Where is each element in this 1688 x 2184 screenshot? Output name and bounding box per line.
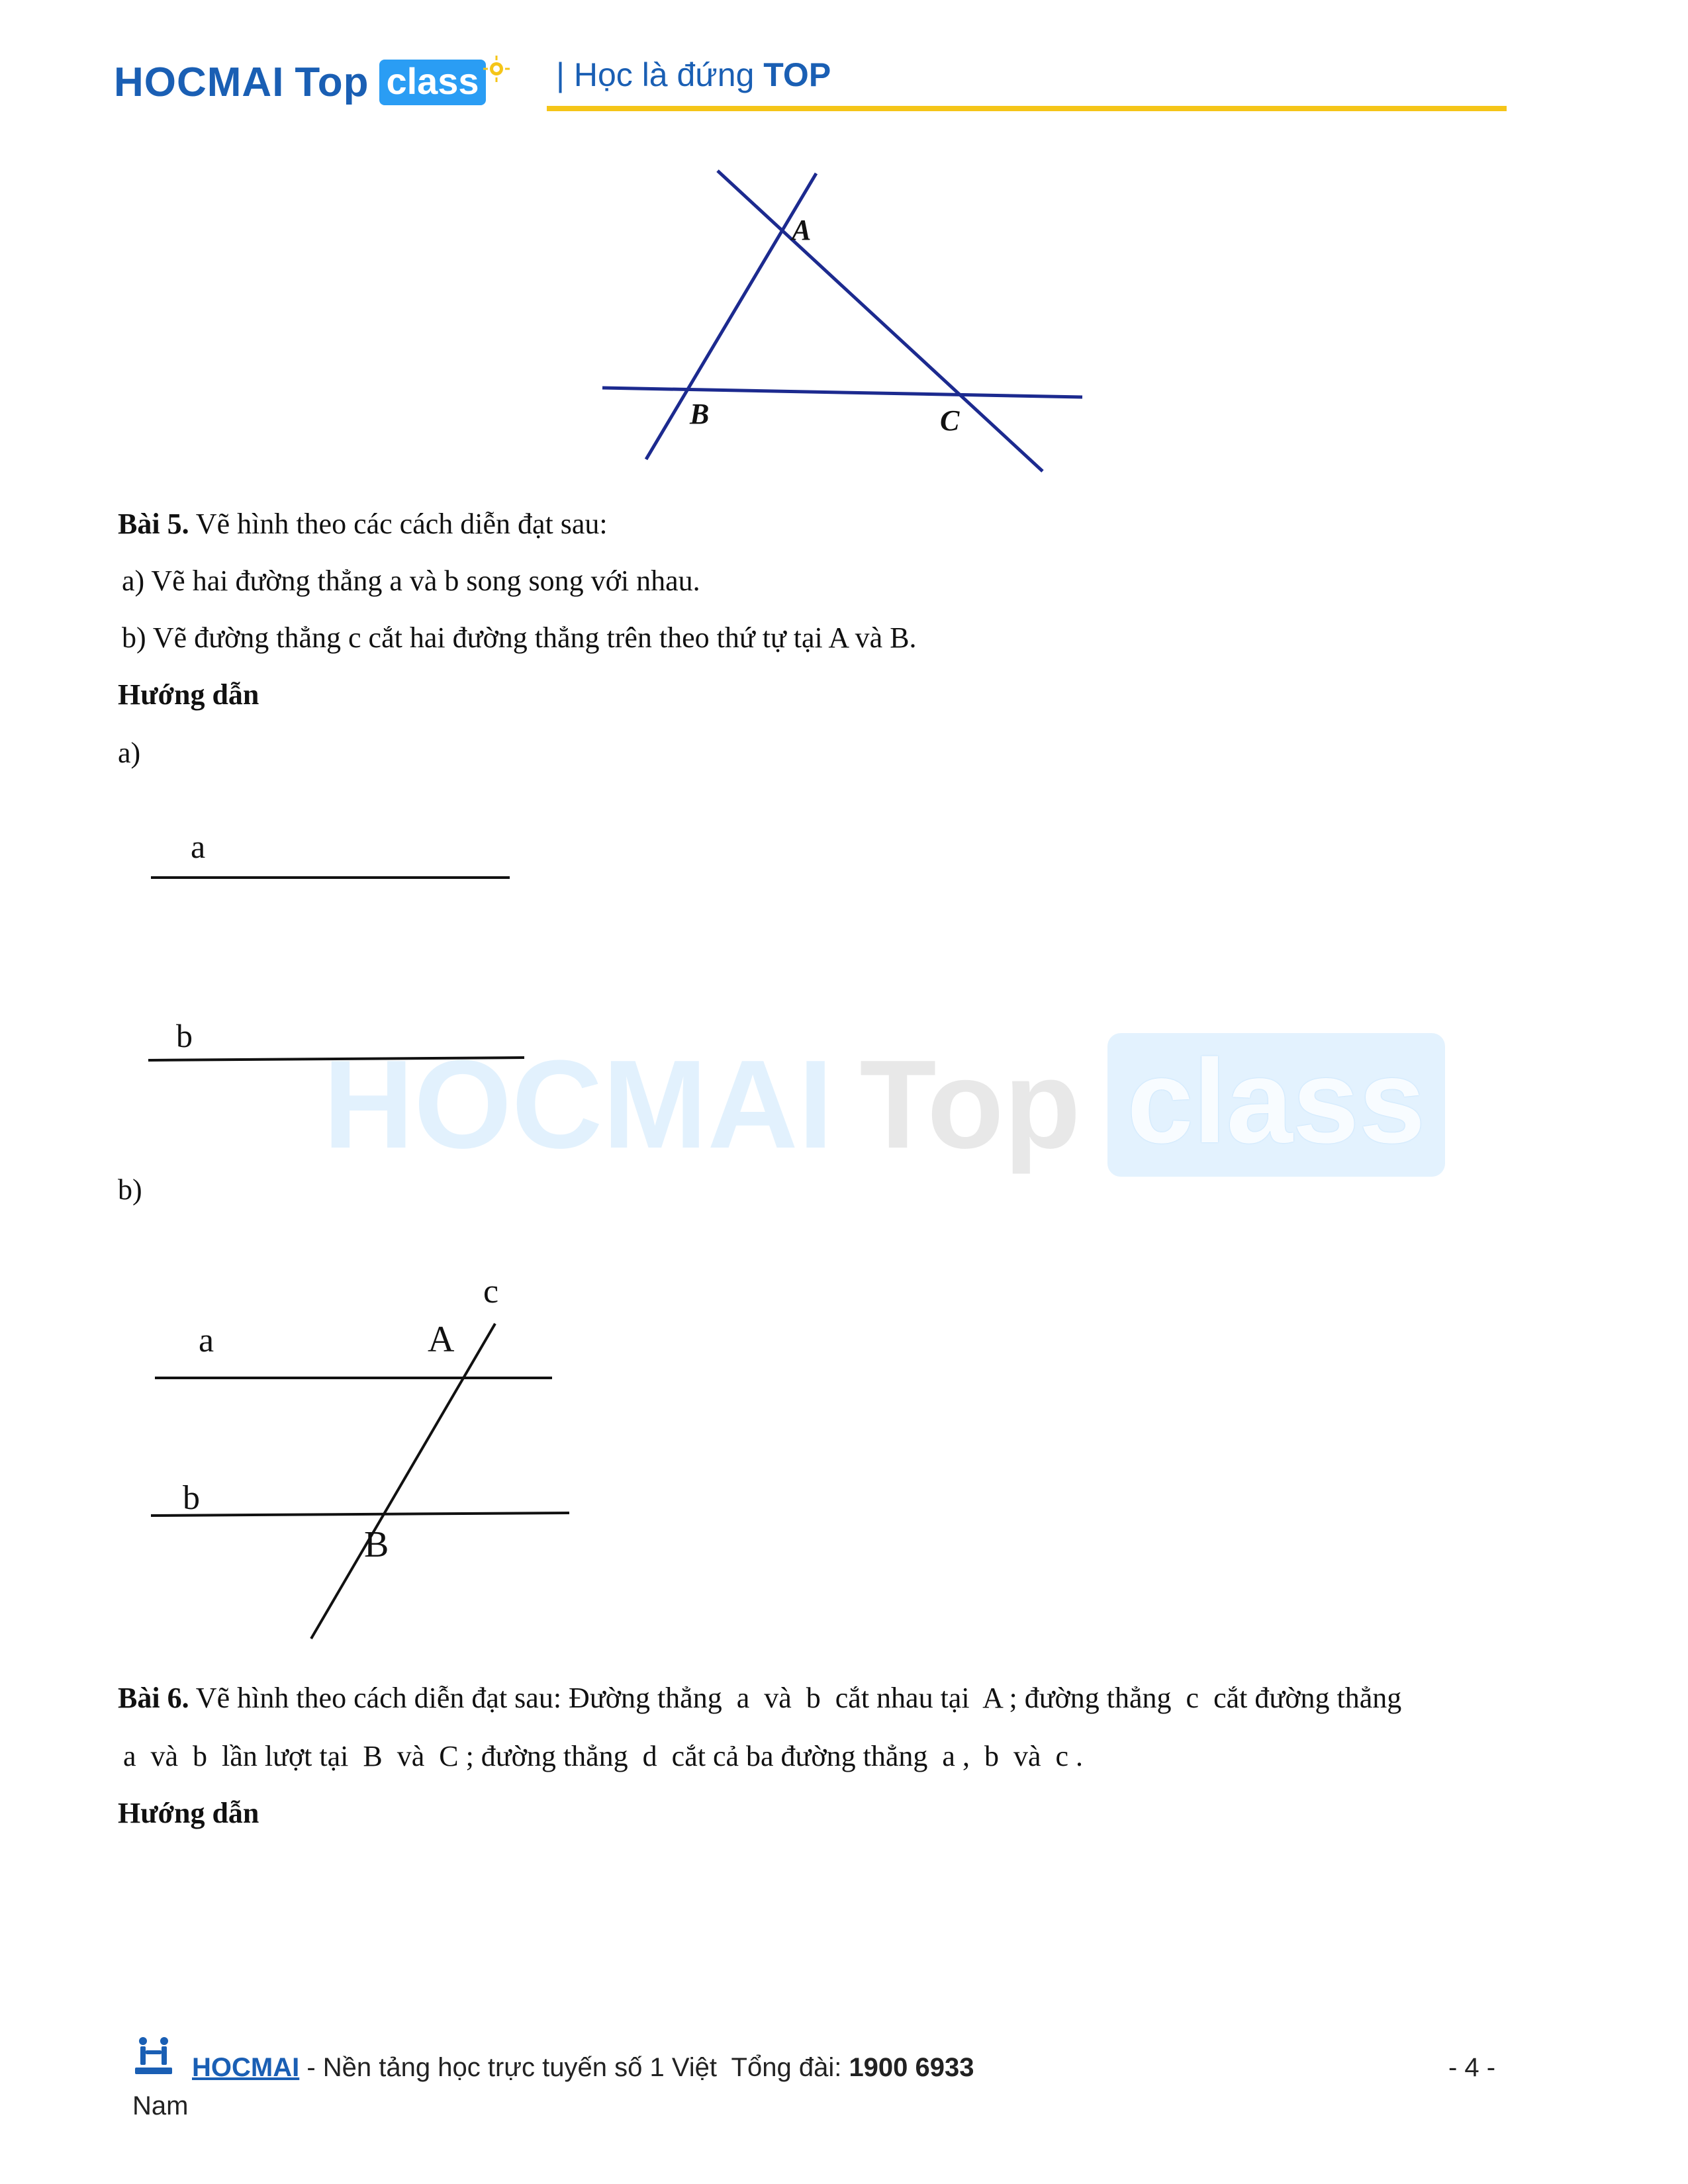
footer-line-2: Nam bbox=[132, 2091, 189, 2120]
bai5-label-a: a) bbox=[118, 737, 141, 769]
point-b-label: B bbox=[690, 398, 710, 430]
logo-hocmai-text: HOCMAI bbox=[114, 59, 285, 105]
figure-transversal bbox=[132, 1257, 596, 1641]
point-b-label: B bbox=[364, 1524, 389, 1565]
line-bc bbox=[602, 388, 1082, 397]
line-c-label: c bbox=[483, 1273, 499, 1310]
watermark-top: Top bbox=[859, 1034, 1081, 1175]
point-a-label: A bbox=[428, 1319, 455, 1360]
line-ac bbox=[718, 171, 1043, 471]
bai6-guide-heading: Hướng dẫn bbox=[118, 1797, 259, 1829]
bai5-part-b: b) Vẽ đường thẳng c cắt hai đường thẳng trên theo thứ tự tại A và B. bbox=[122, 621, 917, 654]
footer-hotline: 1900 6933 bbox=[849, 2053, 974, 2082]
footer-line-1 bbox=[192, 2053, 974, 2083]
watermark bbox=[323, 1032, 1445, 1177]
bai5-heading bbox=[118, 507, 608, 542]
header-logo bbox=[114, 56, 511, 109]
logo-sun-icon bbox=[482, 54, 511, 83]
footer-text: - Nền tảng học trực tuyến số 1 Việt Tổng đài: bbox=[299, 2053, 849, 2082]
line-b-label: b bbox=[183, 1479, 200, 1517]
bai6-title: Bài 6. bbox=[118, 1682, 189, 1714]
point-c-label: C bbox=[940, 404, 960, 437]
line-a-label: a bbox=[199, 1322, 214, 1359]
bai6-text-1: Vẽ hình theo cách diễn đạt sau: Đường thẳng a và b cắt nhau tại A ; đường thẳng c cắt đường thẳng bbox=[195, 1682, 1402, 1714]
bai6-line1 bbox=[118, 1681, 1401, 1716]
logo-class-badge: class bbox=[379, 60, 485, 105]
line-b-label: b bbox=[176, 1017, 193, 1054]
header-divider bbox=[547, 106, 1507, 111]
line-c bbox=[311, 1324, 495, 1639]
header-tagline bbox=[556, 56, 831, 94]
point-a-label: A bbox=[792, 214, 812, 246]
footer-page-number: - 4 - bbox=[1448, 2053, 1496, 2082]
bai5-title: Bài 5. bbox=[118, 508, 189, 540]
line-ab bbox=[646, 173, 816, 459]
bai6-line2: a và b lần lượt tại B và C ; đường thẳng d cắt cả ba đường thẳng a , b và c . bbox=[123, 1740, 1084, 1772]
watermark-hocmai: HOCMAI bbox=[323, 1034, 833, 1175]
line-a-label: a bbox=[191, 828, 206, 865]
bai5-label-b: b) bbox=[118, 1173, 142, 1206]
bai5-part-a: a) Vẽ hai đường thẳng a và b song song với nhau. bbox=[122, 565, 700, 597]
figure-triangle-lines bbox=[596, 165, 1099, 477]
tagline-bold: TOP bbox=[763, 56, 831, 93]
watermark-class: class bbox=[1107, 1033, 1445, 1177]
hocmai-logo-icon bbox=[130, 2033, 177, 2081]
tagline-prefix: | Học là đứng bbox=[556, 56, 755, 93]
bai5-guide-heading: Hướng dẫn bbox=[118, 678, 259, 711]
bai5-prompt: Vẽ hình theo các cách diễn đạt sau: bbox=[195, 508, 608, 540]
footer-brand-link[interactable]: HOCMAI bbox=[192, 2053, 300, 2082]
line-b bbox=[151, 1513, 569, 1516]
logo-top-text: Top bbox=[295, 59, 369, 105]
